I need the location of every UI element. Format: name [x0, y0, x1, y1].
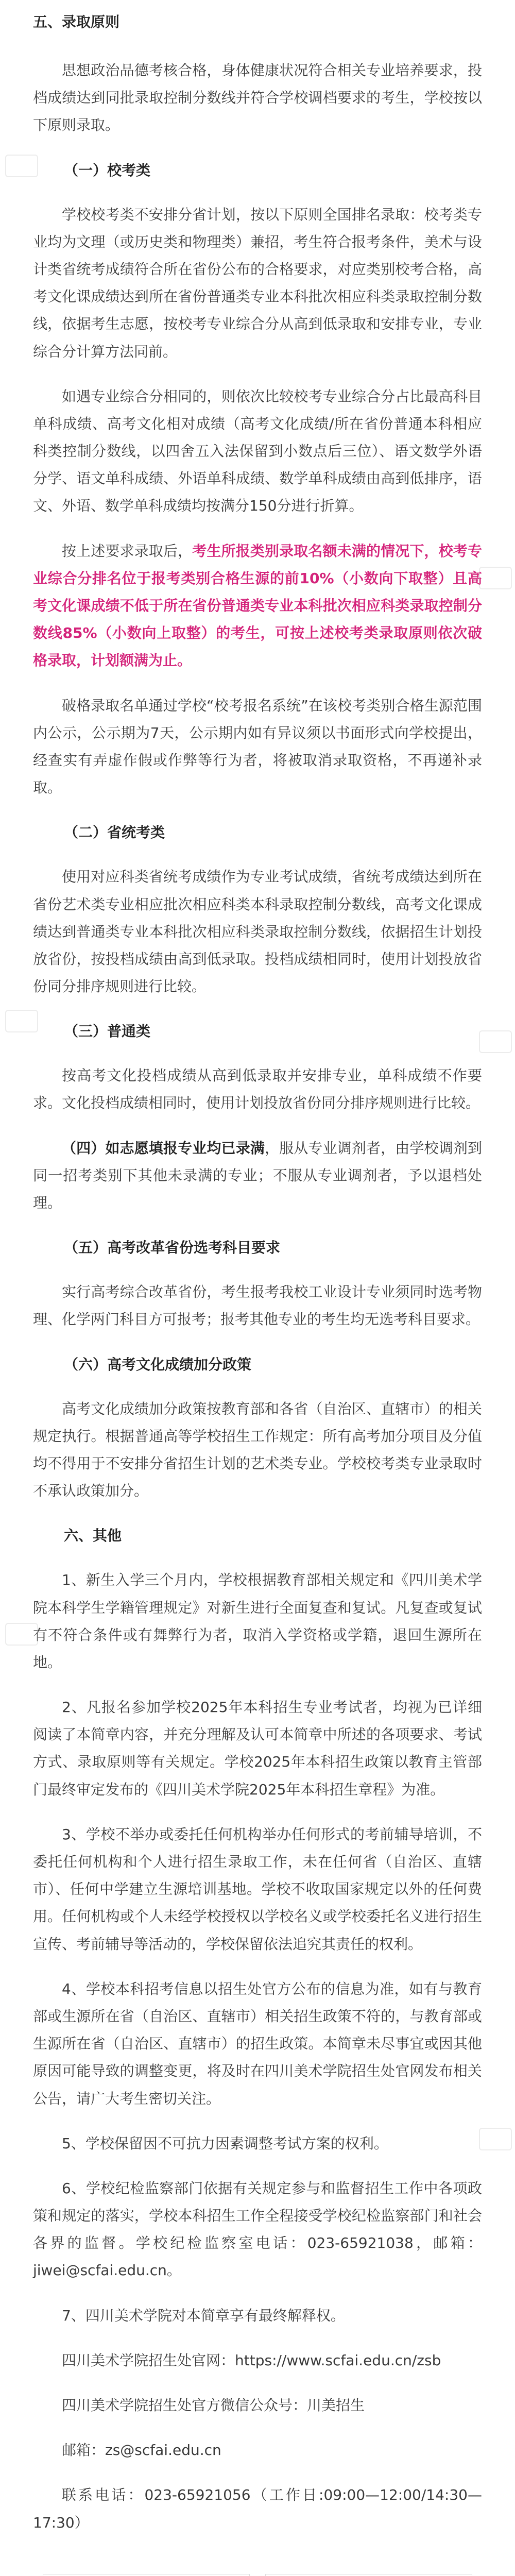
website-line[interactable]: 四川美术学院招生处官网：https://www.scfai.edu.cn/zsb — [62, 2351, 441, 2369]
section-5-title: 五、录取原则 — [33, 13, 120, 30]
section-6-title: 六、其他 — [64, 1527, 122, 1545]
sub2-p1: 使用对应科类省统考成绩作为专业考试成绩，省统考成绩达到所在省份艺术类专业相应批次相应科类本科录取控制分数线，高考文化课成绩达到普通类专业本科批次相应科类录取控制分数线，依据招生计划投放省份，按投档成绩由高到低录取。投档成绩相同时，使用计划投放省份同分排序规则进行比较。 — [33, 868, 482, 995]
sub3-title: （三）普通类 — [64, 1023, 151, 1040]
other-item-4: 4、学校本科招考信息以招生处官方公布的信息为准，如有与教育部或生源所在省（自治区、直辖市）相关招生政策不符的，与教育部或生源所在省（自治区、直辖市）的招生政策。本简章未尽事宜或因其他原因可能导致的调整变更，将及时在四川美术学院招生处官网发布相关公告，请广大考生密切关注。 — [33, 1980, 482, 2107]
other-item-3: 3、学校不举办或委托任何机构举办任何形式的考前辅导培训，不委托任何机构和个人进行招生录取工作，未在任何省（自治区、直辖市）、任何中学建立生源培训基地。学校不收取国家规定以外的任何费用。任何机构或个人未经学校授权以学校名义或学校委托名义进行招生宣传、考前辅导等活动的，学校保留依法追究其责任的权利。 — [33, 1825, 482, 1953]
watermark-icon — [5, 1010, 38, 1032]
qr-card-video — [266, 2574, 472, 2576]
other-item-2: 2、凡报名参加学校2025年本科招生专业考试者，均视为已详细阅读了本简章内容，并充分理解及认可本简章中所述的各项要求、考试方式、录取原则等有关规定。学校2025年本科招生政策以教育主管部门最终审定发布的《四川美术学院2025年本科招生章程》为准。 — [33, 1699, 482, 1798]
sub1-p4: 破格录取名单通过学校“校考报名系统”在该校考类别合格生源范围内公示，公示期为7天，公示期内如有异议须以书面形式向学校提出，经查实有弄虚作假或作弊等行为者，将被取消录取资格，不再递补录取。 — [33, 697, 482, 796]
other-item-1: 1、新生入学三个月内，学校根据教育部相关规定和《四川美术学院本科学生学籍管理规定》对新生进行全面复查和复试。凡复查或复试有不符合条件或有舞弊行为者，取消入学资格或学籍，退回生源所在地。 — [33, 1571, 482, 1671]
qr-row — [33, 2554, 482, 2576]
watermark-icon — [479, 2128, 512, 2150]
sub5-p1: 实行高考综合改革省份，考生报考我校工业设计专业须同时选考物理、化学两门科目方可报考；报考其他专业的考生均无选考科目要求。 — [33, 1283, 482, 1328]
qr-card-wechat — [43, 2574, 249, 2576]
other-item-6: 6、学校纪检监察部门依据有关规定参与和监督招生工作中各项政策和规定的落实，学校本科招生工作全程接受学校纪检监察部门和社会各界的监督。学校纪检监察室电话：023-65921038，邮箱：jiwei@scfai.edu.cn。 — [33, 2179, 482, 2279]
sub5-title: （五）高考改革省份选考科目要求 — [64, 1239, 281, 1257]
watermark-icon — [5, 155, 38, 177]
other-item-7: 7、四川美术学院对本简章享有最终解释权。 — [62, 2307, 345, 2324]
wechat-line: 四川美术学院招生处官方微信公众号：川美招生 — [62, 2397, 365, 2414]
other-item-5: 5、学校保留因不可抗力因素调整考试方案的权利。 — [62, 2134, 388, 2152]
phone-line: 联系电话：023-65921056（工作日:09:00—12:00/14:30—17:30） — [33, 2486, 482, 2531]
watermark-icon — [479, 1030, 512, 1053]
sub4-text: ，服从专业调剂者，由学校调剂到同一招考类别下其他未录满的专业；不服从专业调剂者，予以退档处理。 — [33, 1139, 482, 1211]
wechat-qr-code-icon — [43, 2574, 249, 2576]
sub4-paragraph — [33, 1134, 482, 1217]
sub1-title: （一）校考类 — [64, 161, 151, 179]
sub6-title: （六）高考文化成绩加分政策 — [64, 1355, 252, 1373]
video-qr-code-icon — [266, 2574, 472, 2576]
section-5-intro: 思想政治品德考核合格，身体健康状况符合相关专业培养要求，投档成绩达到同批录取控制分数线并符合学校调档要求的考生，学校按以下原则录取。 — [33, 62, 482, 134]
sub1-p3-lead: 按上述要求录取后， — [62, 542, 193, 560]
sub4-title: （四）如志愿填报专业均已录满 — [62, 1139, 265, 1157]
sub6-p1: 高考文化成绩加分政策按教育部和各省（自治区、直辖市）的相关规定执行。根据普通高等学校招生工作规定：所有高考加分项目及分值均不得用于不安排分省招生计划的艺术类专业。学校校考类专业录取时不承认政策加分。 — [33, 1400, 482, 1500]
sub1-p3-highlight: 考生所报类别录取名额未满的情况下，校考专业综合分排名位于报考类别合格生源的前10%（小数向下取整）且高考文化课成绩不低于所在省份普通类专业本科批次相应科类录取控制分数线85%（小数向上取整）的考生，可按上述校考类录取原则依次破格录取，计划额满为止。 — [33, 542, 482, 669]
sub2-title: （二）省统考类 — [64, 824, 165, 841]
sub1-p1: 学校校考类不安排分省计划，按以下原则全国排名录取：校考类专业均为文理（或历史类和物理类）兼招，考生符合报考条件，美术与设计类省统考成绩符合所在省份公布的合格要求，对应类别校考合格，高考文化课成绩达到所在省份普通类专业本科批次相应科类录取控制分数线，依据考生志愿，按校考专业综合分从高到低录取和安排专业，专业综合分计算方法同前。 — [33, 206, 482, 360]
sub1-p2: 如遇专业综合分相同的，则依次比较校考专业综合分占比最高科目单科成绩、高考文化相对成绩（高考文化成绩/所在省份普通本科相应科类控制分数线，以四舍五入法保留到小数点后三位）、语文数学外语分学、语文单科成绩、外语单科成绩、数学单科成绩由高到低排序，语文、外语、数学单科成绩均按满分150分进行折算。 — [33, 387, 482, 515]
sub1-p3 — [33, 537, 482, 674]
watermark-icon — [479, 567, 512, 589]
watermark-icon — [5, 1623, 38, 1646]
sub3-p1: 按高考文化投档成绩从高到低录取并安排专业，单科成绩不作要求。文化投档成绩相同时，使用计划投放省份同分排序规则进行比较。 — [33, 1067, 482, 1112]
email-line[interactable]: 邮箱：zs@scfai.edu.cn — [62, 2442, 221, 2459]
